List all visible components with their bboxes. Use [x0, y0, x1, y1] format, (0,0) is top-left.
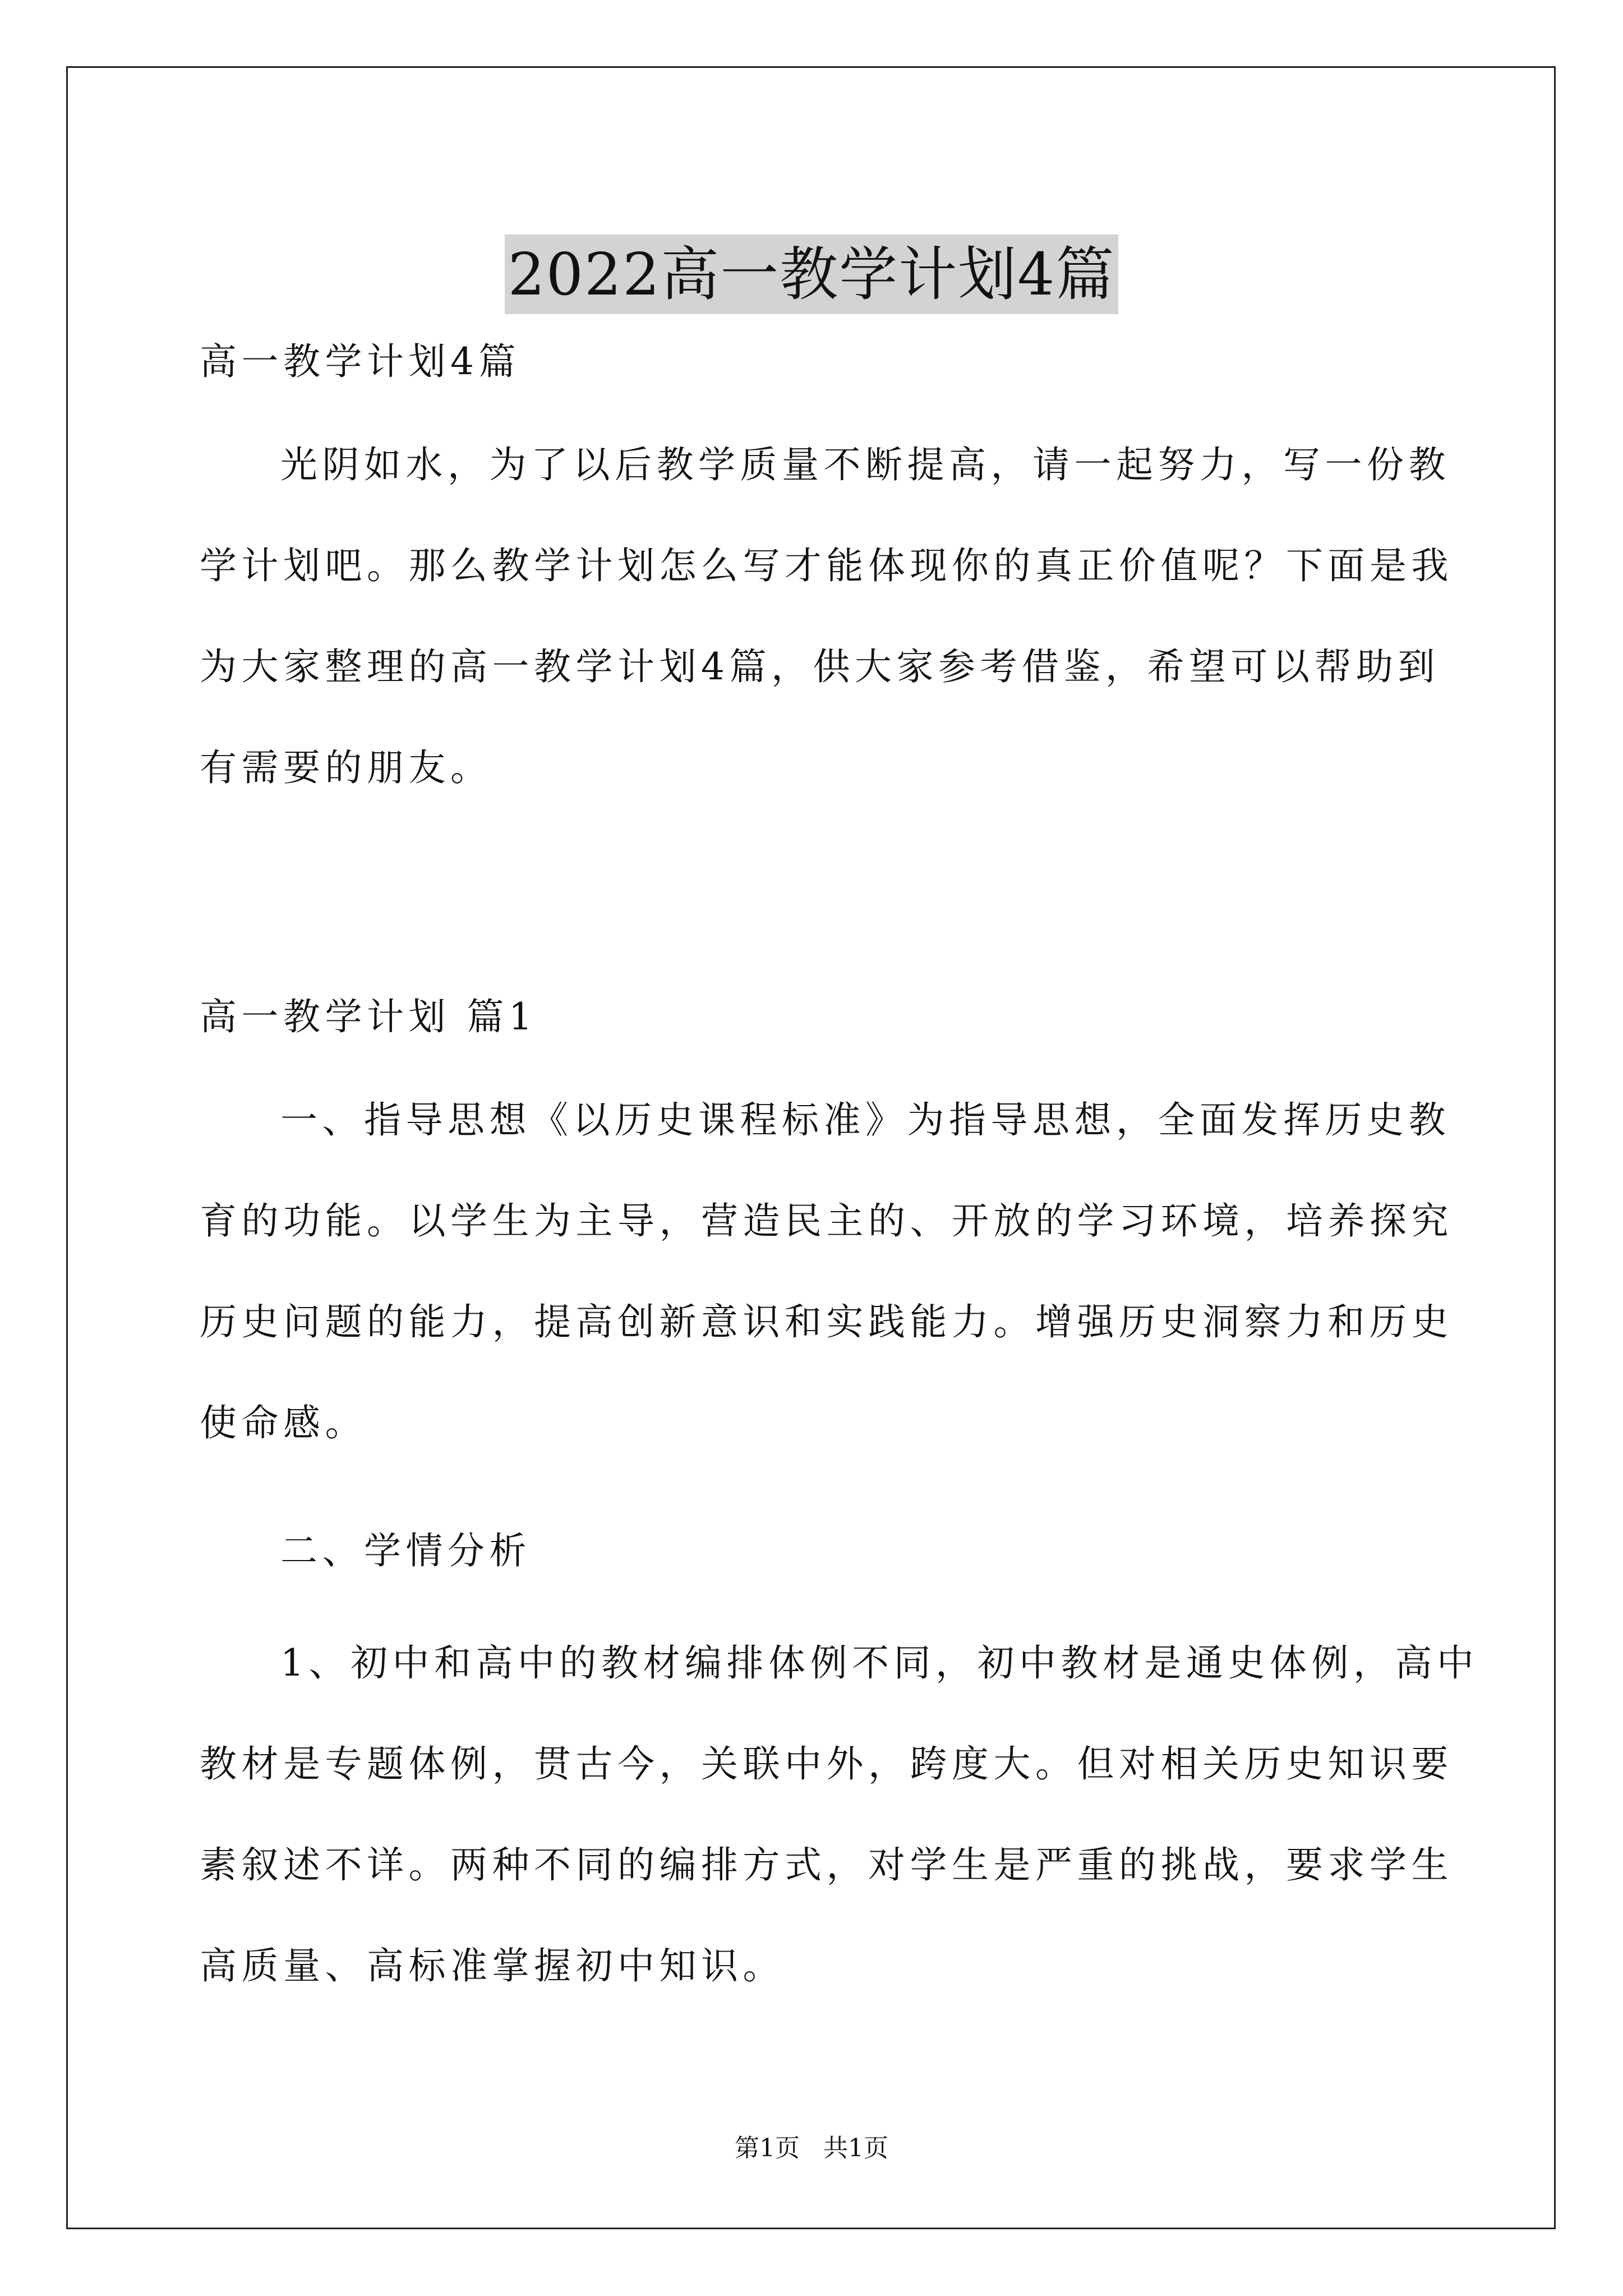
para1-line-4: 使命感。	[200, 1401, 367, 1444]
intro-line-3: 为大家整理的高一教学计划4篇，供大家参考借鉴，希望可以帮助到	[200, 645, 1440, 688]
para1-line-1: 一、指导思想《以历史课程标准》为指导思想，全面发挥历史教	[280, 1098, 1450, 1142]
page-border	[66, 66, 1556, 2229]
title-container	[0, 195, 1623, 353]
page-footer: 第1页 共1页	[735, 2134, 888, 2162]
intro-line-1: 光阴如水，为了以后教学质量不断提高，请一起努力，写一份教	[280, 443, 1450, 486]
para2-line-4: 高质量、高标准掌握初中知识。	[200, 1944, 785, 1987]
subheading-study-analysis: 二、学情分析	[280, 1529, 531, 1572]
para2-line-2: 教材是专题体例，贯古今，关联中外，跨度大。但对相关历史知识要	[200, 1742, 1453, 1786]
para1-line-2: 育的功能。以学生为主导，营造民主的、开放的学习环境，培养探究	[200, 1199, 1453, 1243]
para2-line-1: 1、初中和高中的教材编排体例不同，初中教材是通史体例，高中	[280, 1641, 1479, 1685]
document-subtitle: 高一教学计划4篇	[200, 340, 520, 383]
section-heading: 高一教学计划 篇1	[200, 995, 537, 1038]
document-title: 2022高一教学计划4篇	[505, 234, 1119, 314]
intro-line-2: 学计划吧。那么教学计划怎么写才能体现你的真正价值呢？下面是我	[200, 544, 1453, 587]
para2-line-3: 素叙述不详。两种不同的编排方式，对学生是严重的挑战，要求学生	[200, 1843, 1453, 1887]
intro-line-4: 有需要的朋友。	[200, 746, 492, 789]
para1-line-3: 历史问题的能力，提高创新意识和实践能力。增强历史洞察力和历史	[200, 1300, 1453, 1343]
